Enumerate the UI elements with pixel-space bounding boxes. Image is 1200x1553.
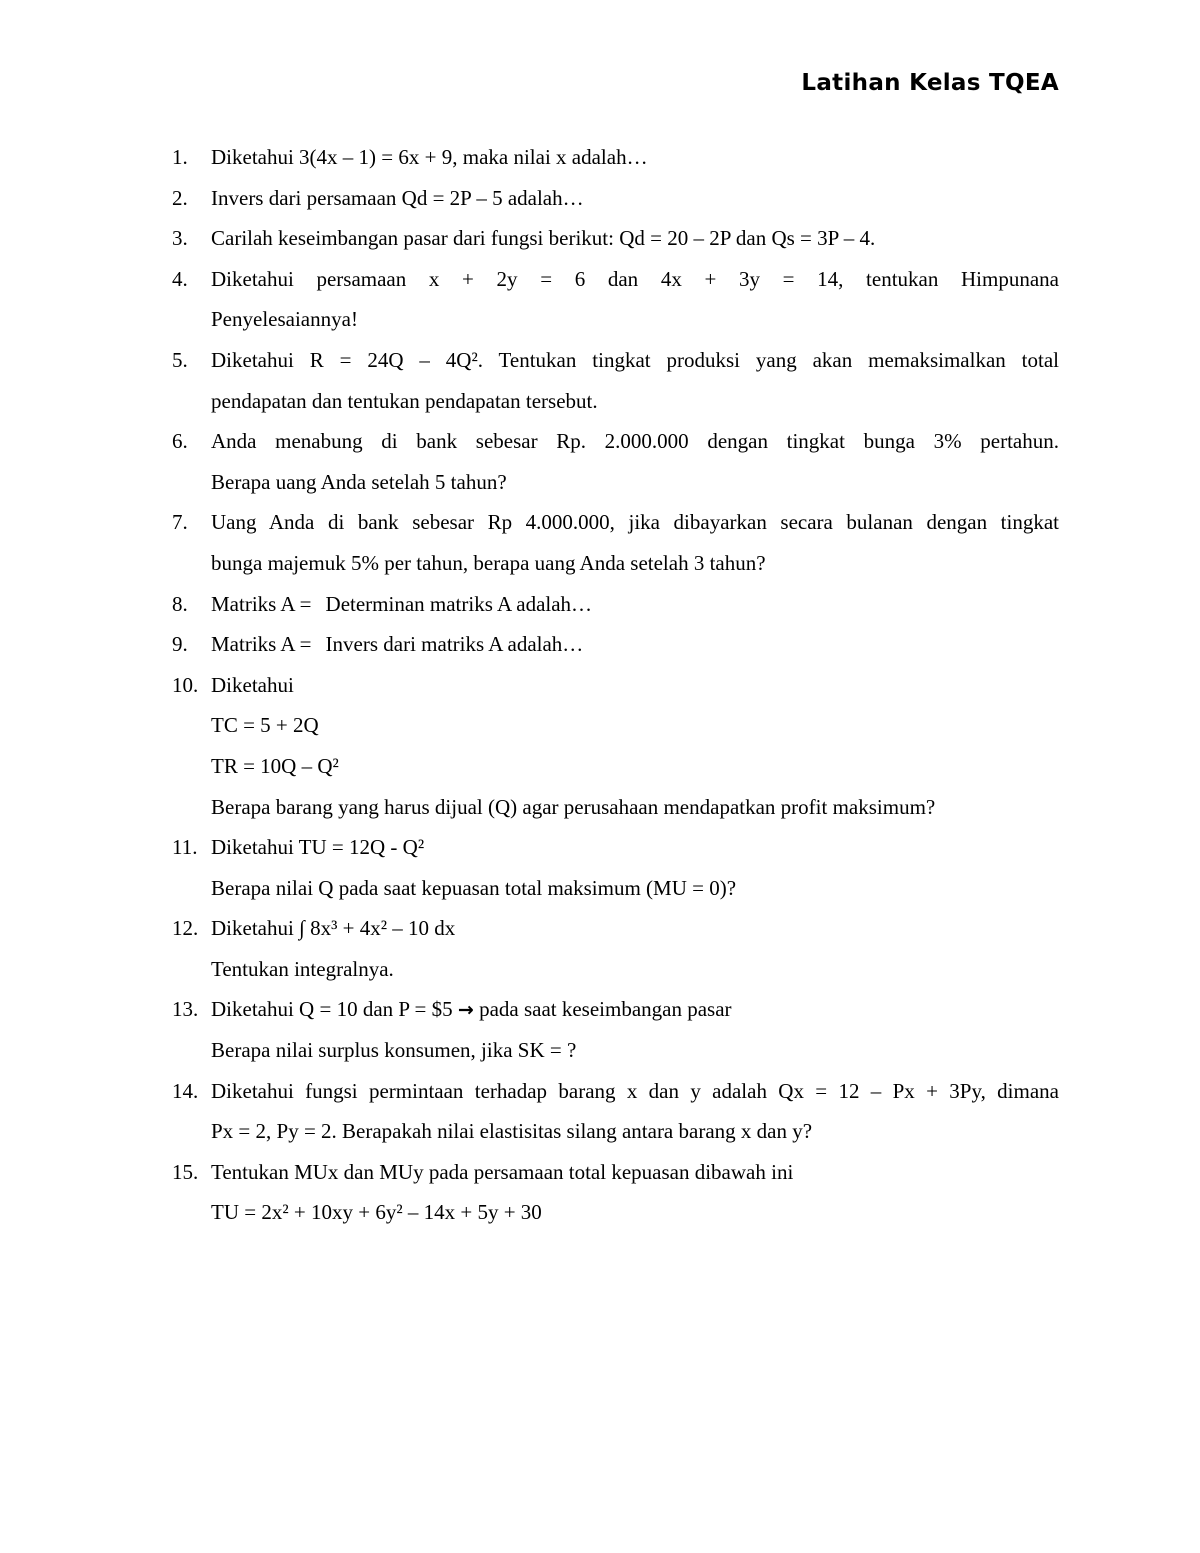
equation-text: TC = 5 + 2Q xyxy=(211,713,319,738)
arrow-right-icon: → xyxy=(457,999,474,1022)
question-text: Berapa barang yang harus dijual (Q) agar perusahaan mendapatkan profit maksimum? xyxy=(211,794,936,819)
question-15-equation xyxy=(172,1192,1059,1233)
question-2 xyxy=(172,178,1059,219)
question-text: Diketahui Q = 10 dan P = $5 xyxy=(211,997,453,1022)
question-4 xyxy=(172,259,1059,300)
question-text: Diketahui fungsi permintaan terhadap barang x dan y adalah Qx = 12 – Px + 3Py, dimana xyxy=(211,1078,1059,1103)
question-14 xyxy=(172,1071,1059,1112)
document-title: Latihan Kelas TQEA xyxy=(801,70,1059,96)
question-11-continuation xyxy=(172,868,1059,909)
question-7-continuation xyxy=(172,543,1059,584)
question-10-equation-tr xyxy=(172,746,1059,787)
question-text: Uang Anda di bank sebesar Rp 4.000.000, jika dibayarkan secara bulanan dengan tingkat xyxy=(211,510,1059,535)
equation-text: TU = 2x² + 10xy + 6y² – 14x + 5y + 30 xyxy=(211,1200,542,1225)
question-text: Diketahui persamaan x + 2y = 6 dan 4x + 3y = 14, tentukan Himpunana xyxy=(211,266,1059,291)
question-number: 2. xyxy=(172,185,188,210)
question-6-continuation xyxy=(172,462,1059,503)
question-number: 11. xyxy=(172,835,198,860)
question-text: Diketahui 3(4x – 1) = 6x + 9, maka nilai x adalah… xyxy=(211,145,648,169)
question-4-continuation xyxy=(172,299,1059,340)
question-number: 15. xyxy=(172,1159,199,1184)
question-number: 1. xyxy=(172,145,188,169)
question-text: pada saat keseimbangan pasar xyxy=(479,997,732,1022)
question-15 xyxy=(172,1152,1059,1193)
question-number: 6. xyxy=(172,429,188,454)
question-text: bunga majemuk 5% per tahun, berapa uang Anda setelah 3 tahun? xyxy=(211,550,766,575)
question-10-continuation xyxy=(172,787,1059,828)
equation-text: TR = 10Q – Q² xyxy=(211,753,339,778)
question-11 xyxy=(172,827,1059,868)
question-number: 14. xyxy=(172,1078,199,1103)
question-number: 13. xyxy=(172,997,199,1022)
question-1 xyxy=(172,137,1059,178)
question-text: Tentukan MUx dan MUy pada persamaan total kepuasan dibawah ini xyxy=(211,1159,794,1184)
question-text: Invers dari persamaan Qd = 2P – 5 adalah… xyxy=(211,185,584,210)
question-8 xyxy=(172,584,1059,625)
question-7 xyxy=(172,502,1059,543)
question-text: Berapa uang Anda setelah 5 tahun? xyxy=(211,469,507,494)
question-5 xyxy=(172,340,1059,381)
question-text: Berapa nilai surplus konsumen, jika SK = ? xyxy=(211,1038,577,1063)
question-text: Determinan matriks A adalah… xyxy=(325,591,593,616)
question-number: 4. xyxy=(172,266,188,291)
matrix-label: Matriks A = xyxy=(211,632,312,657)
question-text: Penyelesaiannya! xyxy=(211,307,358,332)
question-12-continuation xyxy=(172,949,1059,990)
question-9 xyxy=(172,624,1059,665)
question-10-equation-tc xyxy=(172,705,1059,746)
question-text: Carilah keseimbangan pasar dari fungsi berikut: Qd = 20 – 2P dan Qs = 3P – 4. xyxy=(211,226,876,251)
question-number: 9. xyxy=(172,632,188,657)
question-12 xyxy=(172,908,1059,949)
question-number: 3. xyxy=(172,226,188,251)
question-text: Diketahui ∫ 8x³ + 4x² – 10 dx xyxy=(211,916,456,941)
question-list xyxy=(172,137,1059,1233)
question-text: Diketahui xyxy=(211,672,294,697)
question-text: Anda menabung di bank sebesar Rp. 2.000.000 dengan tingkat bunga 3% pertahun. xyxy=(211,429,1059,454)
question-text: pendapatan dan tentukan pendapatan tersebut. xyxy=(211,388,598,413)
question-13-continuation xyxy=(172,1030,1059,1071)
question-6 xyxy=(172,421,1059,462)
question-5-continuation xyxy=(172,381,1059,422)
question-10 xyxy=(172,665,1059,706)
question-13 xyxy=(172,989,1059,1030)
question-number: 12. xyxy=(172,916,199,941)
question-text: Diketahui TU = 12Q - Q² xyxy=(211,835,425,860)
question-14-continuation xyxy=(172,1111,1059,1152)
question-text: Tentukan integralnya. xyxy=(211,956,394,981)
question-number: 10. xyxy=(172,672,199,697)
question-text: Diketahui R = 24Q – 4Q². Tentukan tingkat produksi yang akan memaksimalkan total xyxy=(211,347,1059,372)
question-number: 5. xyxy=(172,347,188,372)
question-text: Px = 2, Py = 2. Berapakah nilai elastisitas silang antara barang x dan y? xyxy=(211,1119,813,1144)
question-number: 7. xyxy=(172,510,188,535)
question-3 xyxy=(172,218,1059,259)
question-text: Invers dari matriks A adalah… xyxy=(325,632,584,657)
question-text: Berapa nilai Q pada saat kepuasan total maksimum (MU = 0)? xyxy=(211,875,737,900)
question-number: 8. xyxy=(172,591,188,616)
matrix-label: Matriks A = xyxy=(211,591,312,616)
